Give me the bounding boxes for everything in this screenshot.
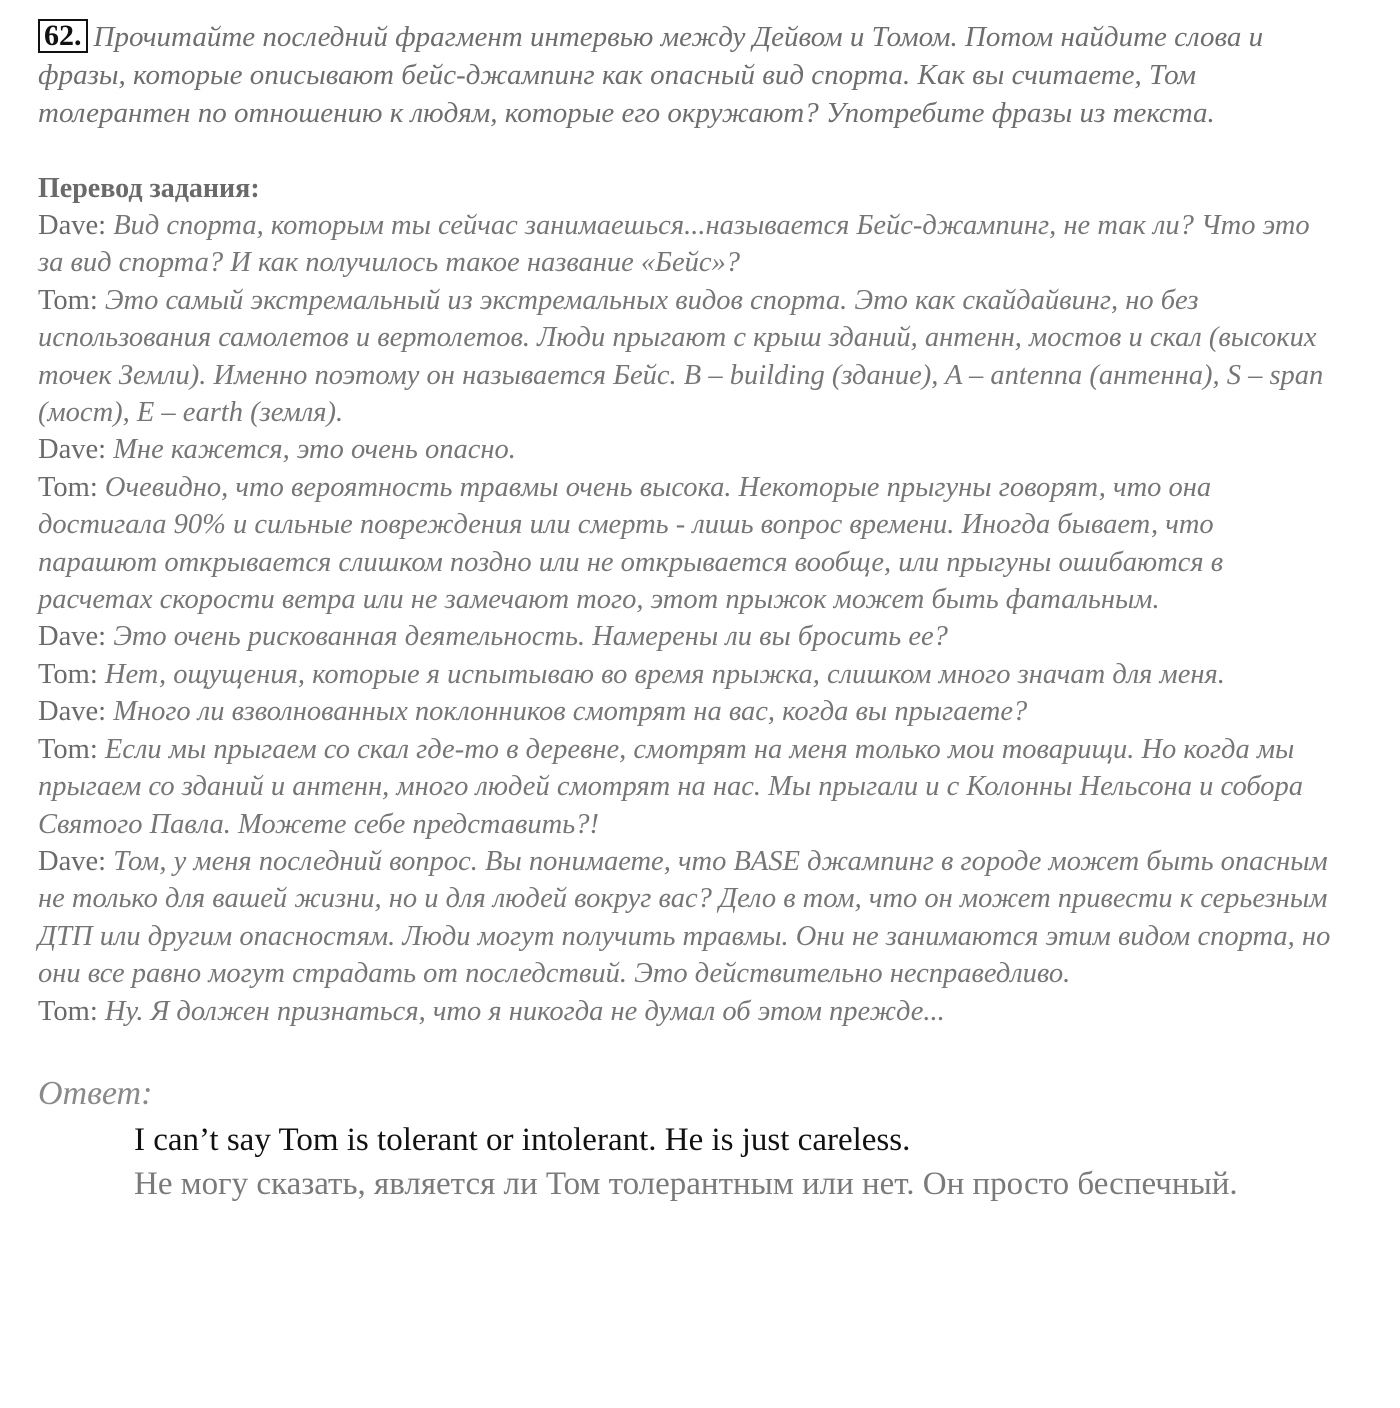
speech: Вид спорта, которым ты сейчас занимаешься...называется Бейс-джампинг, не так ли? Что это за вид спорта? И как получилось такое название «Бейс»?: [38, 210, 1310, 279]
speech: Это самый экстремальный из экстремальных видов спорта. Это как скайдайвинг, но без использования самолетов и вертолетов. Люди прыгают с крыш зданий, антенн, мостов и скал (высоких точек Земли). Именно поэтому он называется Бейс. B – building (здание), A – antenna (антенна), S – span (мост), E – earth (земля).: [38, 284, 1324, 429]
dialogue-line: [38, 656, 1338, 693]
dialogue-line: [38, 843, 1338, 993]
speaker: Tom:: [38, 995, 98, 1027]
speech: Нет, ощущения, которые я испытываю во время прыжка, слишком много значат для меня.: [104, 658, 1225, 690]
answer-block: [134, 1118, 1264, 1206]
dialogue-line: [38, 431, 1338, 468]
textbook-page: [38, 18, 1338, 1206]
speaker: Dave:: [38, 696, 107, 728]
answer-label: Ответ:: [38, 1074, 153, 1112]
dialogue-line: [38, 731, 1338, 843]
translation-heading: Перевод задания:: [38, 173, 260, 204]
speaker: Dave:: [38, 621, 107, 653]
speaker: Dave:: [38, 434, 107, 466]
speech: Том, у меня последний вопрос. Вы понимаете, что BASE джампинг в городе может быть опасным не только для вашей жизни, но и для людей вокруг вас? Дело в том, что он может привести к серьезным ДТП или другим опасностям. Люди могут получить травмы. Они не занимаются этим видом спорта, но они все равно могут страдать от последствий. Это действительно несправедливо.: [38, 845, 1331, 990]
dialogue-line: [38, 993, 1338, 1030]
dialogue-line: [38, 207, 1338, 282]
dialogue-line: [38, 693, 1338, 730]
speech: Это очень рискованная деятельность. Намерены ли вы бросить ее?: [113, 621, 948, 653]
dialogue-line: [38, 618, 1338, 655]
dialogue: [38, 207, 1338, 1030]
speaker: Tom:: [38, 284, 98, 316]
answer-english: I can’t say Tom is tolerant or intolerant. He is just careless.: [134, 1121, 911, 1158]
speech: Много ли взволнованных поклонников смотрят на вас, когда вы прыгаете?: [113, 696, 1028, 728]
task-number: 62.: [38, 19, 88, 53]
dialogue-line: [38, 469, 1338, 619]
speaker: Dave:: [38, 845, 107, 877]
speech: Мне кажется, это очень опасно.: [113, 434, 516, 466]
task-instruction: Прочитайте последний фрагмент интервью между Дейвом и Томом. Потом найдите слова и фразы, которые описывают бейс-джампинг как опасный вид спорта. Как вы считаете, Том толерантен по отношению к людям, которые его окружают? Употребите фразы из текста.: [38, 21, 1264, 129]
speech: Если мы прыгаем со скал где-то в деревне, смотрят на меня только мои товарищи. Но когда мы прыгаем со зданий и антенн, много людей смотрят на нас. Мы прыгали и с Колонны Нельсона и собора Святого Павла. Можете себе представить?!: [38, 733, 1304, 840]
speaker: Tom:: [38, 471, 98, 503]
speech: Очевидно, что вероятность травмы очень высока. Некоторые прыгуны говорят, что она достигала 90% и сильные повреждения или смерть - лишь вопрос времени. Иногда бывает, что парашют открывается слишком поздно или не открывается вообще, или прыгуны ошибаются в расчетах скорости ветра или не замечают того, этот прыжок может быть фатальным.: [38, 471, 1224, 616]
speaker: Tom:: [38, 658, 98, 690]
task-paragraph: [38, 18, 1338, 132]
answer-russian: Не могу сказать, является ли Том толерантным или нет. Он просто беспечный.: [134, 1165, 1238, 1202]
speech: Ну. Я должен признаться, что я никогда не думал об этом прежде...: [104, 995, 945, 1027]
dialogue-line: [38, 282, 1338, 432]
speaker: Tom:: [38, 733, 98, 765]
speaker: Dave:: [38, 210, 107, 241]
